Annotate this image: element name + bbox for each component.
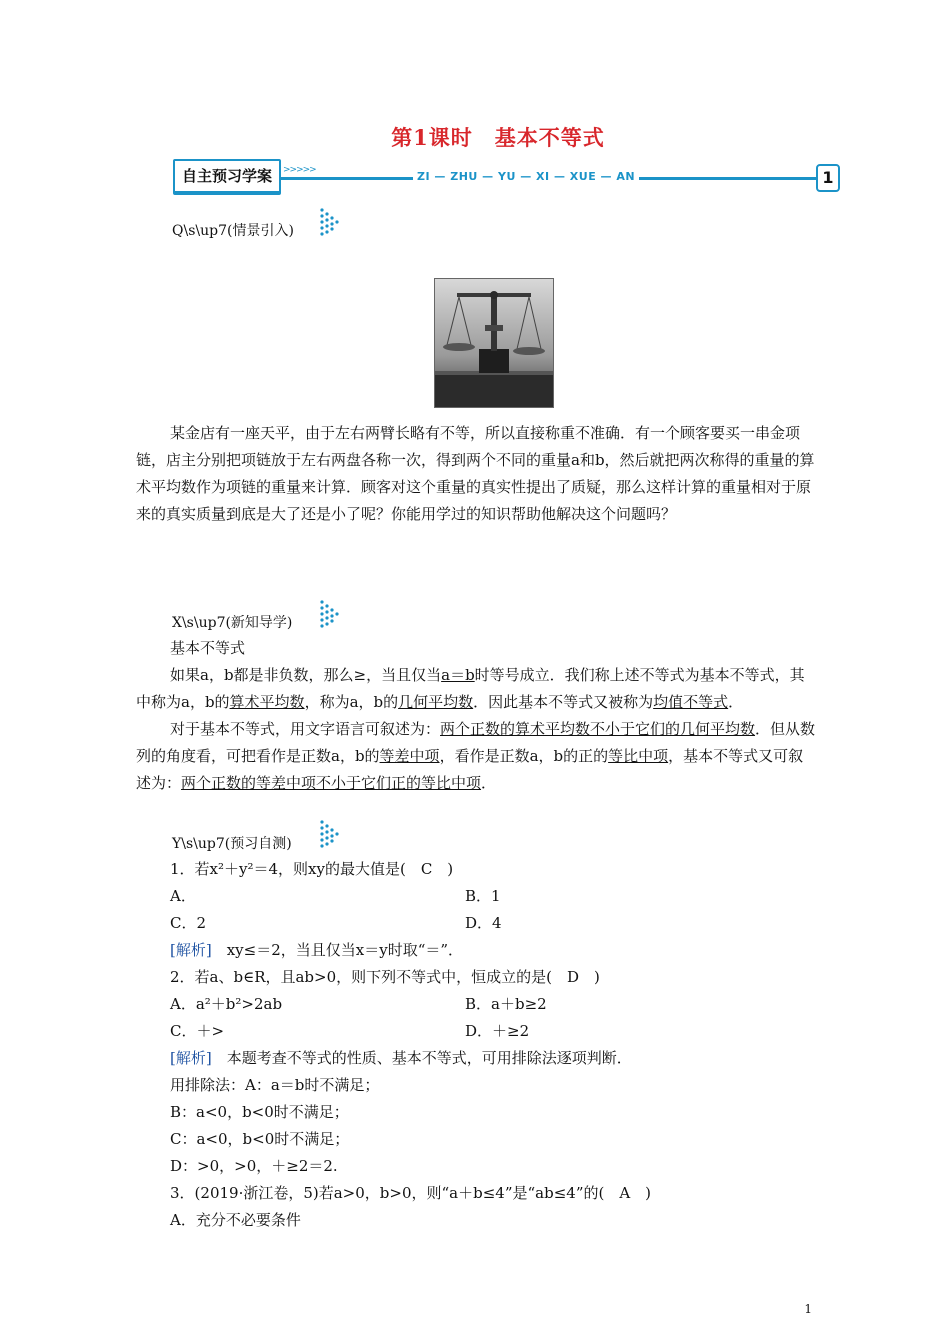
explanation-1: [解析] xy≤＝2，当且仅当x＝y时取“＝”．	[170, 941, 464, 959]
options-row	[170, 991, 730, 1018]
quiz-block	[170, 856, 730, 1234]
theory-paragraph-2: 对于基本不等式，用文字语言可叙述为：两个正数的算术平均数不小于它们的几何平均数．但从数列的角度看，可把看作是正数a，b的等差中项，看作是正数a，b的正的等比中项，基本不等式又可叙述为：两个正数的等差中项不小于它们正的等比中项．	[136, 720, 816, 792]
option: D．＋≥2	[465, 1022, 530, 1040]
options-row	[170, 910, 730, 937]
intro-paragraph: 某金店有一座天平，由于左右两臂长略有不等，所以直接称重不准确．有一个顾客要买一串金项链，店主分别把项链放于左右两盘各称一次，得到两个不同的重量a和b，然后就把两次称得的重量的算术平均数作为项链的重量来计算．顾客对这个重量的真实性提出了质疑，那么这样计算的重量相对于原来的真实质量到底是大了还是小了呢？你能用学过的知识帮助他解决这个问题吗？	[136, 424, 815, 523]
section-heading-x: X\s\up7(新知导学)	[172, 615, 293, 631]
theory-paragraph-1: 如果a，b都是非负数，那么≥，当且仅当a＝b时等号成立．我们称上述不等式为基本不等式，其中称为a，b的算术平均数，称为a，b的几何平均数．因此基本不等式又被称为均值不等式．	[136, 666, 805, 711]
balance-scale-image	[434, 278, 554, 408]
text-line: C：a<0，b<0时不满足；	[170, 1130, 350, 1148]
option: B．1	[465, 887, 501, 905]
banner-number: 1	[816, 164, 840, 192]
explanation-tag: [解析]	[170, 1049, 212, 1067]
theory-heading: 基本不等式	[170, 639, 246, 657]
section-heading-q: Q\s\up7(情景引入)	[172, 223, 294, 239]
option: A．a²＋b²>2ab	[170, 995, 283, 1013]
option: C．2	[170, 914, 207, 932]
section-banner	[173, 159, 841, 195]
option: C．＋>	[170, 1022, 225, 1040]
explanation-2: [解析] 本题考查不等式的性质、基本不等式，可用排除法逐项判断．	[170, 1049, 632, 1067]
theory-block	[136, 635, 816, 797]
section-heading-y: Y\s\up7(预习自测)	[172, 836, 292, 852]
option: B．a＋b≥2	[465, 995, 547, 1013]
option: D．4	[465, 914, 502, 932]
page-title: 第1课时 基本不等式	[391, 125, 605, 150]
text-line: D：>0，>0，＋≥2＝2.	[170, 1157, 338, 1175]
options-row	[170, 1018, 730, 1045]
options-row	[170, 883, 730, 910]
banner-pinyin: ZI — ZHU — YU — XI — XUE — AN	[413, 170, 639, 183]
chevron-right-icon	[318, 206, 340, 238]
text-line: A．充分不必要条件	[170, 1211, 301, 1229]
chevron-right-icon	[318, 818, 340, 850]
chevron-right-icon	[318, 598, 340, 630]
text-line: 用排除法：A：a＝b时不满足；	[170, 1076, 380, 1094]
question-1: 1．若x²＋y²＝4，则xy的最大值是( C )	[170, 860, 454, 878]
option: A．	[170, 887, 196, 905]
page-number: 1	[804, 1302, 812, 1316]
explanation-tag: [解析]	[170, 941, 212, 959]
banner-arrows: >>>>>	[283, 165, 316, 175]
text-line: B：a<0，b<0时不满足；	[170, 1103, 349, 1121]
question-3: 3．(2019·浙江卷，5)若a>0，b>0，则“a＋b≤4”是“ab≤4”的( A )	[170, 1184, 652, 1202]
question-2: 2．若a、b∈R，且ab>0，则下列不等式中，恒成立的是( D )	[170, 968, 600, 986]
banner-label: 自主预习学案	[173, 159, 281, 195]
